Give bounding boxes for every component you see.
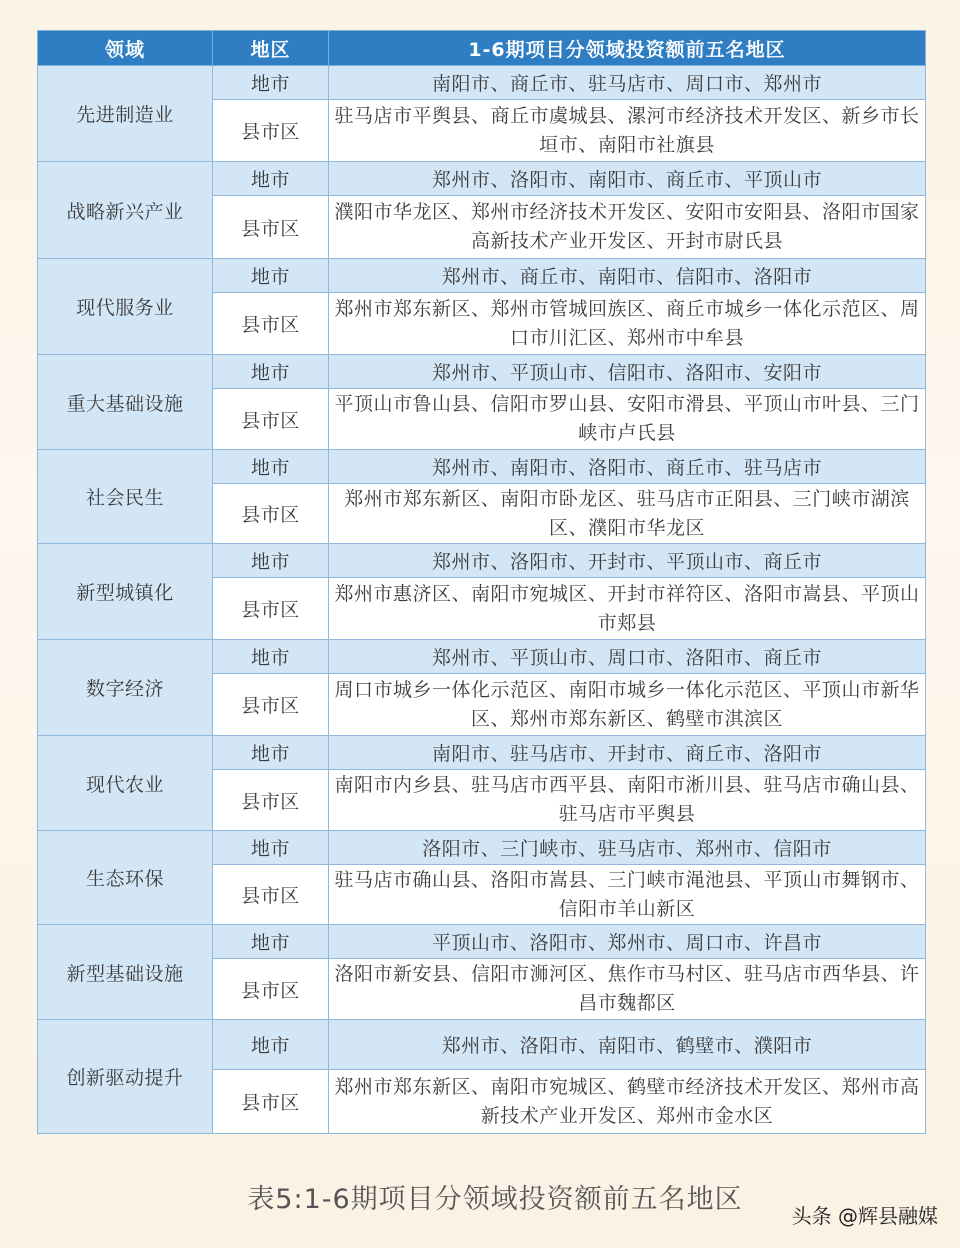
table-row (38, 355, 926, 389)
county-top5-cell: 濮阳市华龙区、郑州市经济技术开发区、安阳市安阳县、洛阳市国家高新技术产业开发区、开封市尉氏县 (329, 196, 926, 259)
city-top5-cell: 郑州市、平顶山市、信阳市、洛阳市、安阳市 (329, 355, 926, 389)
field-name-cell: 社会民生 (38, 450, 213, 544)
county-top5-cell: 周口市城乡一体化示范区、南阳市城乡一体化示范区、平顶山市新华区、郑州市郑东新区、鹤壁市淇滨区 (329, 674, 926, 736)
level-county-cell: 县市区 (213, 100, 329, 162)
level-county-cell: 县市区 (213, 484, 329, 544)
county-top5-cell: 平顶山市鲁山县、信阳市罗山县、安阳市滑县、平顶山市叶县、三门峡市卢氏县 (329, 389, 926, 450)
table-header-row (38, 31, 926, 66)
city-top5-cell: 南阳市、驻马店市、开封市、商丘市、洛阳市 (329, 736, 926, 770)
county-top5-cell: 郑州市郑东新区、南阳市宛城区、鹤壁市经济技术开发区、郑州市高新技术产业开发区、郑州市金水区 (329, 1070, 926, 1134)
level-city-cell: 地市 (213, 640, 329, 674)
ranking-table (37, 30, 926, 1134)
level-city-cell: 地市 (213, 831, 329, 865)
table-row (38, 259, 926, 293)
city-top5-cell: 平顶山市、洛阳市、郑州市、周口市、许昌市 (329, 925, 926, 959)
city-top5-cell: 郑州市、商丘市、南阳市、信阳市、洛阳市 (329, 259, 926, 293)
level-city-cell: 地市 (213, 450, 329, 484)
table-row (38, 544, 926, 578)
field-name-cell: 生态环保 (38, 831, 213, 925)
field-name-cell: 现代服务业 (38, 259, 213, 355)
level-county-cell: 县市区 (213, 865, 329, 925)
level-city-cell: 地市 (213, 259, 329, 293)
city-top5-cell: 郑州市、南阳市、洛阳市、商丘市、驻马店市 (329, 450, 926, 484)
level-county-cell: 县市区 (213, 196, 329, 259)
table-row (38, 925, 926, 959)
county-top5-cell: 南阳市内乡县、驻马店市西平县、南阳市淅川县、驻马店市确山县、驻马店市平舆县 (329, 770, 926, 831)
city-top5-cell: 郑州市、平顶山市、周口市、洛阳市、商丘市 (329, 640, 926, 674)
field-name-cell: 战略新兴产业 (38, 162, 213, 259)
level-county-cell: 县市区 (213, 389, 329, 450)
county-top5-cell: 洛阳市新安县、信阳市浉河区、焦作市马村区、驻马店市西华县、许昌市魏都区 (329, 959, 926, 1020)
level-county-cell: 县市区 (213, 578, 329, 640)
table-body (38, 66, 926, 1134)
table-row (38, 640, 926, 674)
county-top5-cell: 驻马店市平舆县、商丘市虞城县、漯河市经济技术开发区、新乡市长垣市、南阳市社旗县 (329, 100, 926, 162)
city-top5-cell: 南阳市、商丘市、驻马店市、周口市、郑州市 (329, 66, 926, 100)
level-county-cell: 县市区 (213, 674, 329, 736)
table-row (38, 736, 926, 770)
city-top5-cell: 郑州市、洛阳市、南阳市、商丘市、平顶山市 (329, 162, 926, 196)
level-county-cell: 县市区 (213, 959, 329, 1020)
city-top5-cell: 洛阳市、三门峡市、驻马店市、郑州市、信阳市 (329, 831, 926, 865)
level-city-cell: 地市 (213, 736, 329, 770)
level-city-cell: 地市 (213, 1020, 329, 1070)
level-city-cell: 地市 (213, 355, 329, 389)
field-name-cell: 先进制造业 (38, 66, 213, 162)
level-city-cell: 地市 (213, 66, 329, 100)
field-name-cell: 新型基础设施 (38, 925, 213, 1020)
level-city-cell: 地市 (213, 544, 329, 578)
field-name-cell: 重大基础设施 (38, 355, 213, 450)
level-county-cell: 县市区 (213, 770, 329, 831)
table-row (38, 1020, 926, 1070)
level-city-cell: 地市 (213, 162, 329, 196)
county-top5-cell: 郑州市郑东新区、南阳市卧龙区、驻马店市正阳县、三门峡市湖滨区、濮阳市华龙区 (329, 484, 926, 544)
header-top5: 1-6期项目分领域投资额前五名地区 (329, 31, 926, 66)
city-top5-cell: 郑州市、洛阳市、开封市、平顶山市、商丘市 (329, 544, 926, 578)
header-level: 地区 (213, 31, 329, 66)
table-row (38, 66, 926, 100)
table-row (38, 450, 926, 484)
level-county-cell: 县市区 (213, 1070, 329, 1134)
field-name-cell: 现代农业 (38, 736, 213, 831)
table-caption: 表5:1-6期项目分领域投资额前五名地区 (247, 1184, 743, 1215)
field-name-cell: 数字经济 (38, 640, 213, 736)
table-row (38, 162, 926, 196)
watermark: 头条 @辉县融媒 (791, 1204, 938, 1228)
city-top5-cell: 郑州市、洛阳市、南阳市、鹤壁市、濮阳市 (329, 1020, 926, 1070)
level-county-cell: 县市区 (213, 293, 329, 355)
county-top5-cell: 郑州市惠济区、南阳市宛城区、开封市祥符区、洛阳市嵩县、平顶山市郏县 (329, 578, 926, 640)
header-field: 领域 (38, 31, 213, 66)
field-name-cell: 创新驱动提升 (38, 1020, 213, 1134)
county-top5-cell: 郑州市郑东新区、郑州市管城回族区、商丘市城乡一体化示范区、周口市川汇区、郑州市中牟县 (329, 293, 926, 355)
level-city-cell: 地市 (213, 925, 329, 959)
field-name-cell: 新型城镇化 (38, 544, 213, 640)
county-top5-cell: 驻马店市确山县、洛阳市嵩县、三门峡市渑池县、平顶山市舞钢市、信阳市羊山新区 (329, 865, 926, 925)
table-row (38, 831, 926, 865)
